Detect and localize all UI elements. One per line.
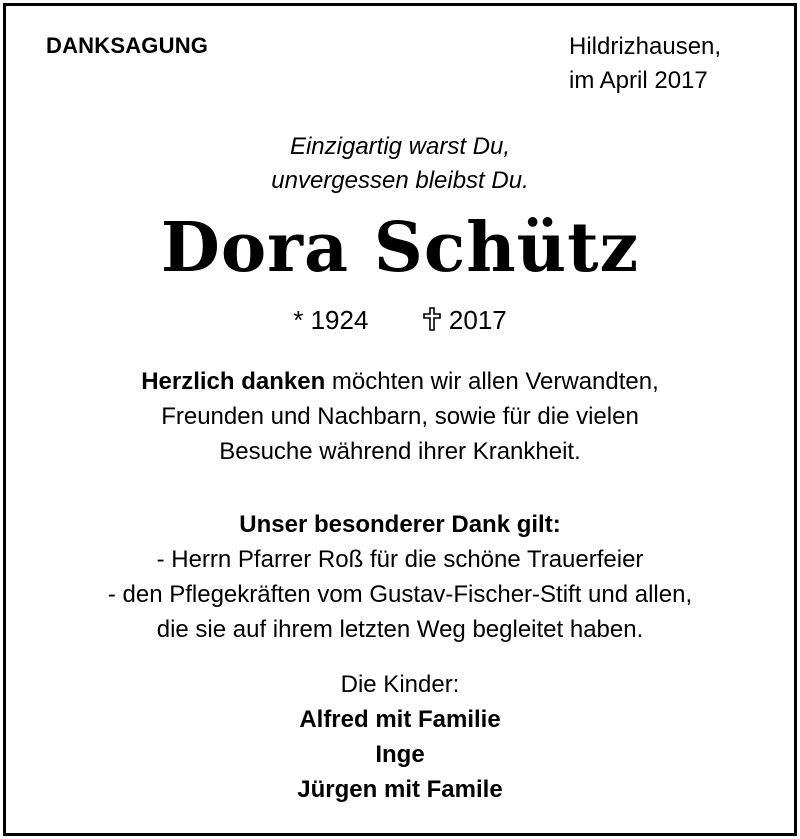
deceased-name: Dora Schütz xyxy=(160,208,640,288)
life-dates xyxy=(0,305,800,336)
signature-intro: Die Kinder: xyxy=(340,671,460,698)
special-line: - den Pflegekräften vom Gustav-Fischer-Stift und allen, xyxy=(107,581,693,608)
special-line: - Herrn Pfarrer Roß für die schöne Trauerfeier xyxy=(156,546,644,573)
birth-year: * 1924 xyxy=(293,305,369,335)
signature-block xyxy=(0,667,800,807)
thanks-line: Besuche während ihrer Krankheit. xyxy=(219,438,581,465)
thanks-line: Freunden und Nachbarn, sowie für die vielen xyxy=(161,403,639,430)
special-line: die sie auf ihrem letzten Weg begleitet haben. xyxy=(156,616,644,643)
date: im April 2017 xyxy=(569,67,708,94)
motto-line: unvergessen bleibst Du. xyxy=(271,167,529,194)
cross-icon xyxy=(423,307,441,331)
thanks-lead: Herzlich danken xyxy=(141,368,326,395)
place: Hildrizhausen, xyxy=(569,33,722,60)
thanks-paragraph xyxy=(0,364,800,469)
notice-title: DANKSAGUNG xyxy=(46,33,209,58)
death-year: 2017 xyxy=(448,305,507,335)
special-heading: Unser besonderer Dank gilt: xyxy=(239,511,561,538)
family-name: Jürgen mit Famile xyxy=(297,776,503,803)
family-name: Alfred mit Familie xyxy=(299,706,501,733)
special-thanks xyxy=(0,507,800,647)
motto xyxy=(0,130,800,198)
thanks-line xyxy=(0,364,800,399)
family-name: Inge xyxy=(375,741,425,768)
place-and-date xyxy=(569,30,721,98)
thanks-line-rest: möchten wir allen Verwandten, xyxy=(325,368,659,395)
motto-line: Einzigartig warst Du, xyxy=(289,133,511,160)
